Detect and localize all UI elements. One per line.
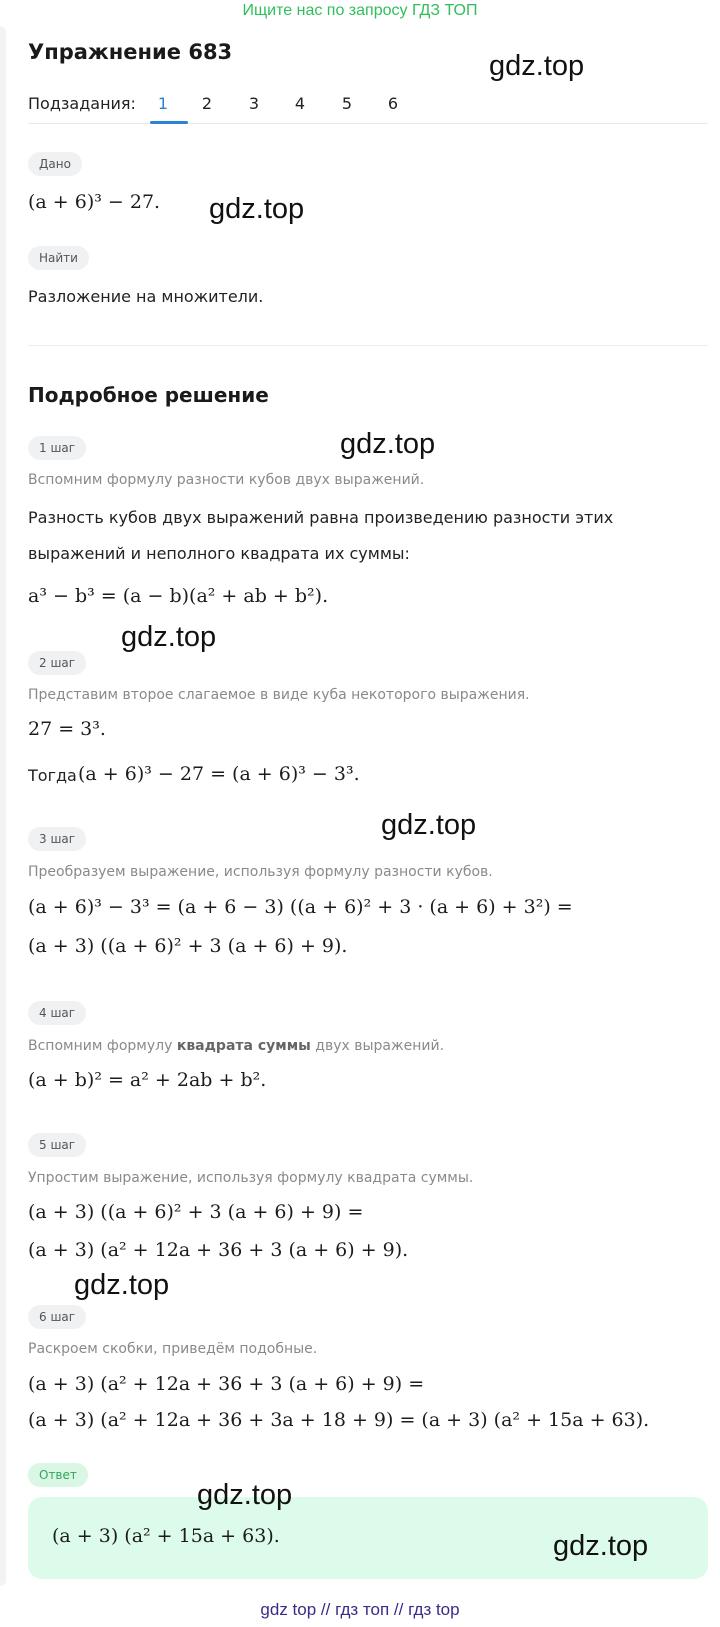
step-badge: 3 шаг	[28, 827, 86, 851]
section-divider	[28, 345, 708, 346]
step-hint: Упростим выражение, используя формулу квадрата суммы.	[28, 1170, 474, 1186]
subtasks-label: Подзадания:	[28, 94, 136, 113]
footer-links[interactable]: gdz top // гдз топ // гдз top	[260, 1600, 460, 1619]
tabs-divider	[28, 123, 708, 124]
step-hint: Раскроем скобки, приведём подобные.	[28, 1341, 318, 1357]
step-text: Разность кубов двух выражений равна произведению разности этих	[28, 508, 614, 527]
step-hint: Представим второе слагаемое в виде куба некоторого выражения.	[28, 687, 530, 703]
watermark: gdz.top	[197, 1479, 293, 1511]
watermark: gdz.top	[340, 428, 436, 460]
step-formula: (a + 3) ((a + 6)² + 3 (a + 6) + 9).	[28, 935, 348, 957]
step-formula: (a + 3) (a² + 12a + 36 + 3a + 18 + 9) = (a + 3) (a² + 15a + 63).	[28, 1409, 650, 1431]
step-text: выражений и неполного квадрата их суммы:	[28, 544, 410, 563]
subtask-tab-2[interactable]: 2	[201, 94, 213, 113]
step-badge: 1 шаг	[28, 436, 86, 460]
step-badge: 5 шаг	[28, 1133, 86, 1157]
watermark: gdz.top	[74, 1269, 170, 1301]
step-badge: 2 шаг	[28, 651, 86, 675]
step-hint: Вспомним формулу разности кубов двух выражений.	[28, 472, 425, 488]
top-banner[interactable]: Ищите нас по запросу ГДЗ ТОП	[242, 2, 478, 19]
find-badge: Найти	[28, 246, 89, 270]
watermark: gdz.top	[121, 621, 217, 653]
subtask-tab-4[interactable]: 4	[294, 94, 306, 113]
step-hint: Преобразуем выражение, используя формулу разности кубов.	[28, 864, 493, 880]
solution-title: Подробное решение	[28, 383, 269, 407]
step-formula: (a + 3) ((a + 6)² + 3 (a + 6) + 9) =	[28, 1201, 364, 1223]
step-formula: (a + 3) (a² + 12a + 36 + 3 (a + 6) + 9).	[28, 1239, 409, 1261]
subtask-tab-3[interactable]: 3	[248, 94, 260, 113]
find-text: Разложение на множители.	[28, 287, 264, 306]
hint-post: двух выражений.	[315, 1038, 445, 1054]
step-formula: a³ − b³ = (a − b)(a² + ab + b²).	[28, 585, 329, 607]
answer-formula: (a + 3) (a² + 15a + 63).	[52, 1525, 280, 1547]
step-formula: (a + 6)³ − 27 = (a + 6)³ − 3³.	[78, 763, 360, 785]
given-expression: (a + 6)³ − 27.	[28, 191, 161, 213]
active-tab-indicator	[150, 121, 188, 124]
step-formula: 27 = 3³.	[28, 718, 106, 740]
step-formula: (a + 3) (a² + 12a + 36 + 3 (a + 6) + 9) =	[28, 1373, 425, 1395]
step-formula: (a + 6)³ − 3³ = (a + 6 − 3) ((a + 6)² + 3 · (a + 6) + 3²) =	[28, 896, 573, 918]
subtask-tab-1[interactable]: 1	[157, 94, 169, 113]
step-text: Тогда	[28, 766, 77, 785]
step-badge: 6 шаг	[28, 1305, 86, 1329]
hint-pre: Вспомним формулу	[28, 1038, 173, 1054]
watermark: gdz.top	[553, 1530, 649, 1562]
watermark: gdz.top	[489, 50, 585, 82]
hint-bold: квадрата суммы	[176, 1038, 311, 1054]
answer-badge: Ответ	[28, 1463, 88, 1487]
subtask-tab-6[interactable]: 6	[387, 94, 399, 113]
watermark: gdz.top	[381, 809, 477, 841]
left-rail	[0, 26, 6, 1586]
step-formula: (a + b)² = a² + 2ab + b².	[28, 1069, 267, 1091]
given-badge: Дано	[28, 152, 82, 176]
step-badge: 4 шаг	[28, 1001, 86, 1025]
watermark: gdz.top	[209, 193, 305, 225]
subtask-tab-5[interactable]: 5	[341, 94, 353, 113]
step-hint	[28, 1038, 444, 1054]
page-title: Упражнение 683	[28, 40, 233, 64]
